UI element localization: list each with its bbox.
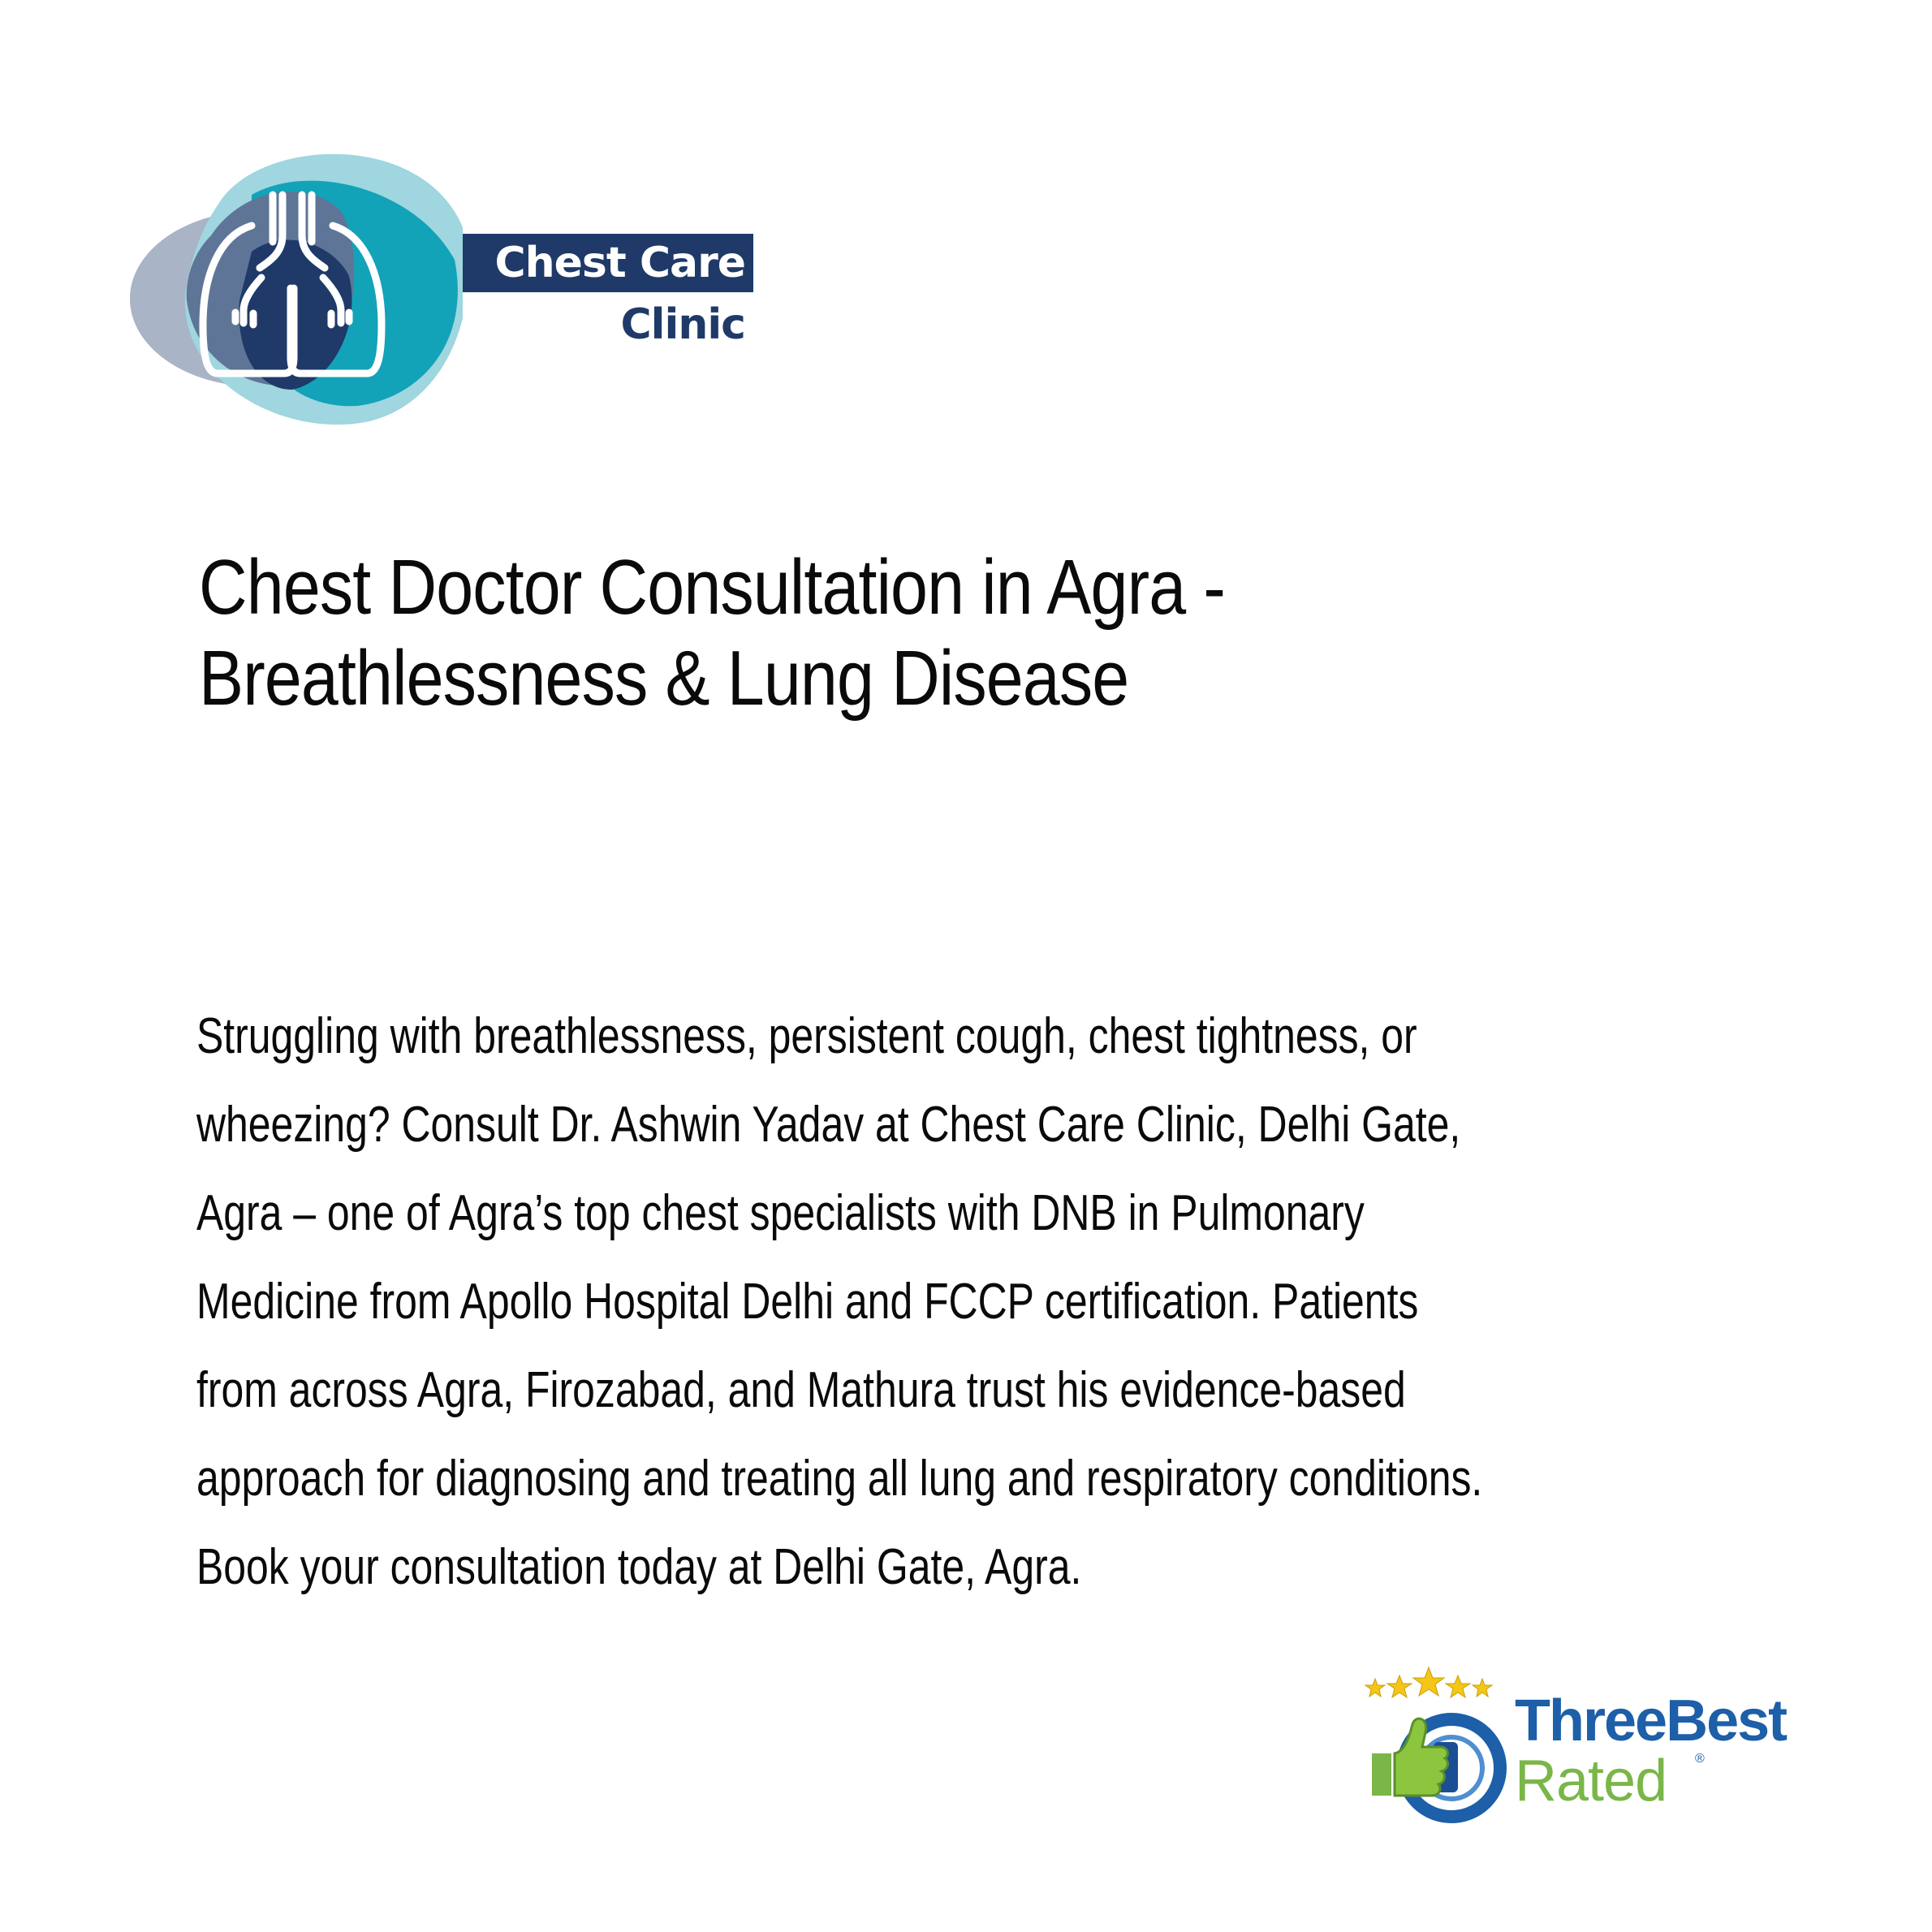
headline-line-2: Breathlessness & Lung Disease (199, 635, 1129, 722)
page-headline (199, 542, 1525, 724)
thumbs-up-icon (1356, 1705, 1510, 1835)
clinic-logo (122, 138, 787, 446)
lungs-icon (122, 138, 463, 446)
description-line: wheezing? Consult Dr. Ashwin Yadav at Chest Care Clinic, Delhi Gate, (196, 1097, 1461, 1153)
description-line: from across Agra, Firozabad, and Mathura trust his evidence-based (196, 1362, 1406, 1418)
registered-mark: ® (1695, 1752, 1705, 1766)
description-line: Struggling with breathlessness, persistent cough, chest tightness, or (196, 1008, 1417, 1064)
star-icon (1365, 1679, 1385, 1697)
logo-title: Chest Care (463, 234, 753, 292)
headline-line-1: Chest Doctor Consultation in Agra - (199, 544, 1225, 631)
star-icon (1387, 1675, 1412, 1697)
threebest-rated-badge (1356, 1664, 1843, 1835)
rating-stars (1364, 1664, 1526, 1705)
description-line: Book your consultation today at Delhi Gate, Agra. (196, 1539, 1082, 1595)
description-line: approach for diagnosing and treating all lung and respiratory conditions. (196, 1451, 1483, 1507)
description-line: Medicine from Apollo Hospital Delhi and FCCP certification. Patients (196, 1274, 1419, 1330)
badge-rated-text: Rated (1515, 1749, 1667, 1813)
badge-brand-name: ThreeBest (1515, 1688, 1787, 1753)
star-icon (1446, 1675, 1470, 1697)
star-icon (1413, 1667, 1444, 1696)
description-line: Agra – one of Agra’s top chest specialists with DNB in Pulmonary (196, 1185, 1365, 1241)
description-paragraph (196, 992, 1719, 1611)
logo-subtitle: Clinic (620, 300, 745, 349)
star-icon (1473, 1679, 1492, 1697)
